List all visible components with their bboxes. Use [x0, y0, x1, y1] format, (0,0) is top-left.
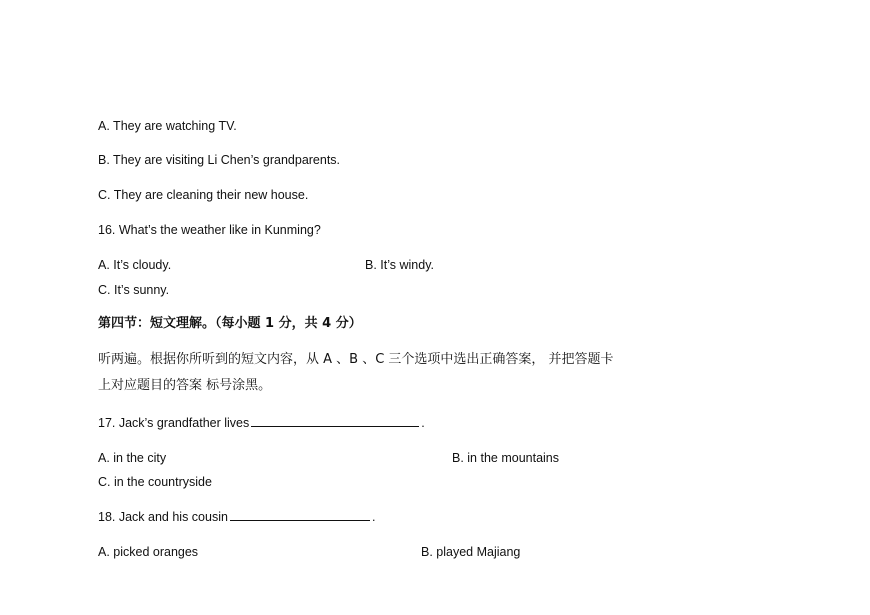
q16-option-a: A. It’s cloudy.	[98, 258, 172, 272]
q17-end: .	[421, 416, 425, 430]
cut-off-next-line	[98, 569, 218, 575]
q18-line	[98, 509, 375, 525]
q16-option-c: C. It’s sunny.	[98, 283, 170, 297]
q18-option-a: A. picked oranges	[98, 545, 199, 559]
q16-option-b: B. It’s windy.	[365, 258, 435, 272]
q18-option-b: B. played Majiang	[421, 545, 521, 559]
q17-option-b: B. in the mountains	[452, 451, 560, 465]
q16-question: 16. What’s the weather like in Kunming?	[98, 223, 321, 237]
q15-option-a: A. They are watching TV.	[98, 119, 237, 133]
q18-end: .	[371, 510, 376, 524]
q18-answer-blank	[230, 509, 370, 521]
q17-question: 17. Jack’s grandfather lives	[98, 416, 250, 430]
q17-answer-blank	[251, 415, 419, 427]
q17-option-c: C. in the countryside	[98, 475, 212, 489]
q17-option-a: A. in the city	[98, 451, 167, 465]
q15-option-c: C. They are cleaning their new house.	[98, 188, 309, 202]
q15-option-b: B. They are visiting Li Chen’s grandparents.	[98, 153, 341, 167]
section4-title: 第四节：短文理解。（每小题 1 分，共 4 分）	[98, 316, 362, 331]
section4-instruction-line1: 听两遍。根据你所听到的短文内容，从 A 、B 、C 三个选项中选出正确答案， 并把答题卡	[98, 352, 614, 367]
q17-line	[98, 415, 425, 431]
section4-instruction-line2: 上对应题目的答案 标号涂黑。	[98, 378, 272, 393]
q18-question: 18. Jack and his cousin	[98, 510, 228, 524]
